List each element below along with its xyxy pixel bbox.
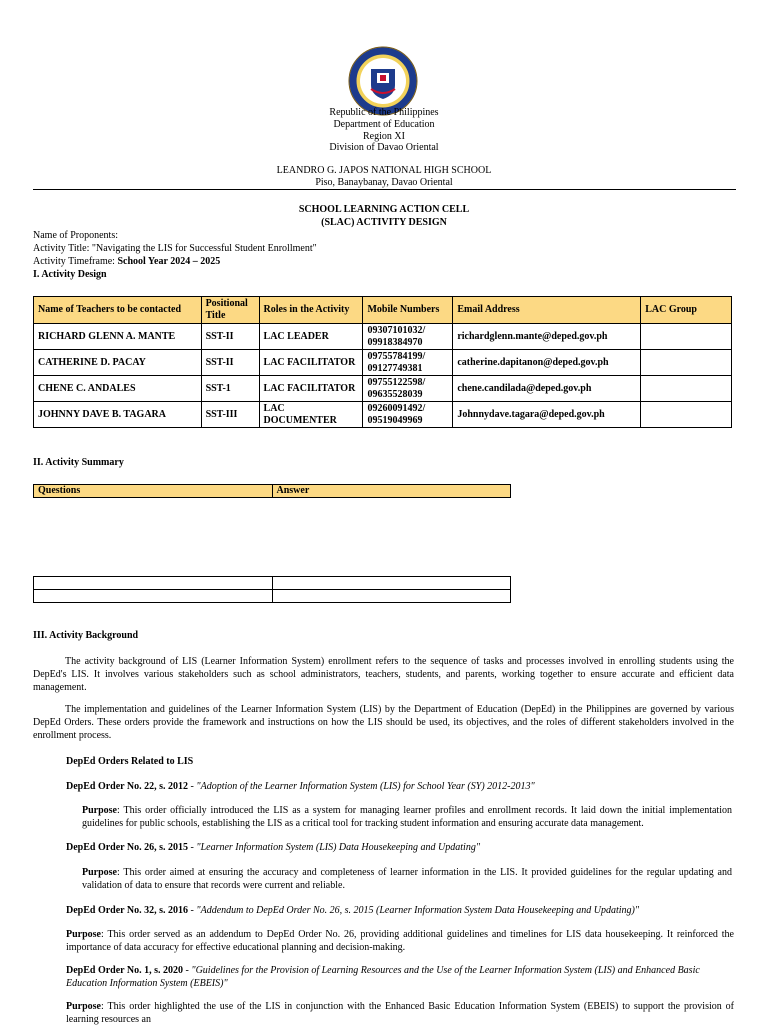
answer-cell[interactable]	[272, 590, 511, 603]
doc-title-line1: SCHOOL LEARNING ACTION CELL	[298, 204, 470, 215]
background-paragraph-2: The implementation and guidelines of the Learner Information System (LIS) by the Department of Education (DepEd) in the Philippines are governed by various DepEd Orders. These orders provide the framework and instructions on how the LIS should be used, its objectives, and the roles of different stakeholders involved in the enrollment process.	[33, 704, 734, 741]
teacher-role: LAC DOCUMENTER	[259, 402, 363, 428]
teacher-name: CHENE C. ANDALES	[34, 376, 202, 402]
teacher-email: richardglenn.mante@deped.gov.ph	[453, 324, 641, 350]
header-department: Department of Education	[333, 119, 435, 130]
section-activity-design: I. Activity Design	[33, 269, 107, 280]
teacher-title: SST-1	[201, 376, 259, 402]
col-header-name: Name of Teachers to be contacted	[34, 297, 202, 324]
teacher-email: Johnnydave.tagara@deped.gov.ph	[453, 402, 641, 428]
header-address: Piso, Banaybanay, Davao Oriental	[315, 177, 453, 188]
teacher-name: RICHARD GLENN A. MANTE	[34, 324, 202, 350]
teachers-table-header	[34, 297, 732, 324]
teacher-role: LAC FACILITATOR	[259, 376, 363, 402]
question-cell[interactable]	[34, 577, 273, 590]
teacher-mobile: 09260091492/ 09519049969	[363, 402, 453, 428]
col-header-title: Positional Title	[201, 297, 259, 324]
teacher-name: CATHERINE D. PACAY	[34, 350, 202, 376]
teachers-table	[33, 296, 732, 428]
col-header-email: Email Address	[453, 297, 641, 324]
teacher-email: catherine.dapitanon@deped.gov.ph	[453, 350, 641, 376]
header-republic: Republic of the Philippines	[329, 107, 439, 118]
orders-heading: DepEd Orders Related to LIS	[66, 756, 194, 767]
proponents-label: Name of Proponents:	[33, 230, 118, 241]
col-header-role: Roles in the Activity	[259, 297, 363, 324]
section-activity-background: III. Activity Background	[33, 630, 139, 641]
teacher-mobile: 09755122598/ 09635528039	[363, 376, 453, 402]
order-2-heading: DepEd Order No. 26, s. 2015 - "Learner Information System (LIS) Data Housekeeping and Updating"	[66, 842, 481, 853]
teacher-title: SST-II	[201, 350, 259, 376]
col-header-group: LAC Group	[641, 297, 732, 324]
order-2-purpose: Purpose: This order aimed at ensuring the accuracy and completeness of learner information in the LIS. It provided guidelines for the regular updating and validation of data to ensure that records were current and reliable.	[82, 867, 732, 891]
teacher-group	[641, 350, 732, 376]
col-header-mobile: Mobile Numbers	[363, 297, 453, 324]
col-header-answer: Answer	[272, 485, 511, 498]
teacher-role: LAC LEADER	[259, 324, 363, 350]
teacher-name: JOHNNY DAVE B. TAGARA	[34, 402, 202, 428]
teacher-mobile: 09755784199/ 09127749381	[363, 350, 453, 376]
activity-title: Activity Title: "Navigating the LIS for Successful Student Enrollment"	[33, 243, 317, 254]
table-row	[34, 590, 511, 603]
section-activity-summary: II. Activity Summary	[33, 457, 124, 468]
table-row	[34, 402, 732, 428]
table-row	[34, 324, 732, 350]
activity-timeframe	[33, 255, 220, 268]
header-division: Division of Davao Oriental	[329, 142, 439, 153]
order-3-purpose: Purpose: This order served as an addendum to DepEd Order No. 26, providing additional guidelines and timelines for LIS data housekeeping. It reinforced the importance of data accuracy for effective educational planning and decision-making.	[66, 929, 734, 953]
order-3-heading: DepEd Order No. 32, s. 2016 - "Addendum to DepEd Order No. 26, s. 2015 (Learner Information System Data Housekeeping and Updating)"	[66, 905, 640, 916]
order-1-purpose: Purpose: This order officially introduced the LIS as a system for managing learner profiles and enrollment records. It laid down the initial implementation guidelines for public schools, establishing the LIS as a critical tool for tracking student information and ensuring accurate data management.	[82, 805, 732, 829]
header-school: LEANDRO G. JAPOS NATIONAL HIGH SCHOOL	[276, 165, 492, 176]
doc-title-line2: (SLAC) ACTIVITY DESIGN	[321, 217, 447, 228]
summary-table-header	[33, 484, 511, 498]
table-row	[34, 350, 732, 376]
teacher-group	[641, 376, 732, 402]
teacher-mobile: 09307101032/ 09918384970	[363, 324, 453, 350]
order-4-heading: DepEd Order No. 1, s. 2020 - "Guidelines for the Provision of Learning Resources and the Use of the Learner Information System (LIS) and Enhanced Basic Education Information System (EBEIS)"	[66, 965, 700, 989]
question-cell[interactable]	[34, 590, 273, 603]
timeframe-label: Activity Timeframe:	[33, 256, 115, 267]
answer-cell[interactable]	[272, 577, 511, 590]
order-1-heading: DepEd Order No. 22, s. 2012 - "Adoption of the Learner Information System (LIS) for School Year (SY) 2012-2013"	[66, 781, 535, 792]
table-row	[34, 376, 732, 402]
teacher-title: SST-III	[201, 402, 259, 428]
teacher-group	[641, 402, 732, 428]
summary-table-rows	[33, 576, 511, 603]
teacher-group	[641, 324, 732, 350]
teacher-role: LAC FACILITATOR	[259, 350, 363, 376]
order-4-purpose: Purpose: This order highlighted the use of the LIS in conjunction with the Enhanced Basic Education Information System (EBEIS) to support the provision of learning resources an	[66, 1001, 734, 1025]
teacher-email: chene.candilada@deped.gov.ph	[453, 376, 641, 402]
timeframe-value: School Year 2024 – 2025	[117, 256, 221, 267]
background-paragraph-1: The activity background of LIS (Learner Information System) enrollment refers to the sequence of tasks and processes involved in enrolling students using the DepEd's LIS. It involves various stakeholders such as school administrators, teachers, students, and parents, working together to ensure accurate and efficient data management.	[33, 656, 734, 693]
table-row	[34, 577, 511, 590]
col-header-questions: Questions	[34, 485, 273, 498]
header-region: Region XI	[363, 131, 405, 142]
teacher-title: SST-II	[201, 324, 259, 350]
header-divider	[33, 189, 736, 190]
